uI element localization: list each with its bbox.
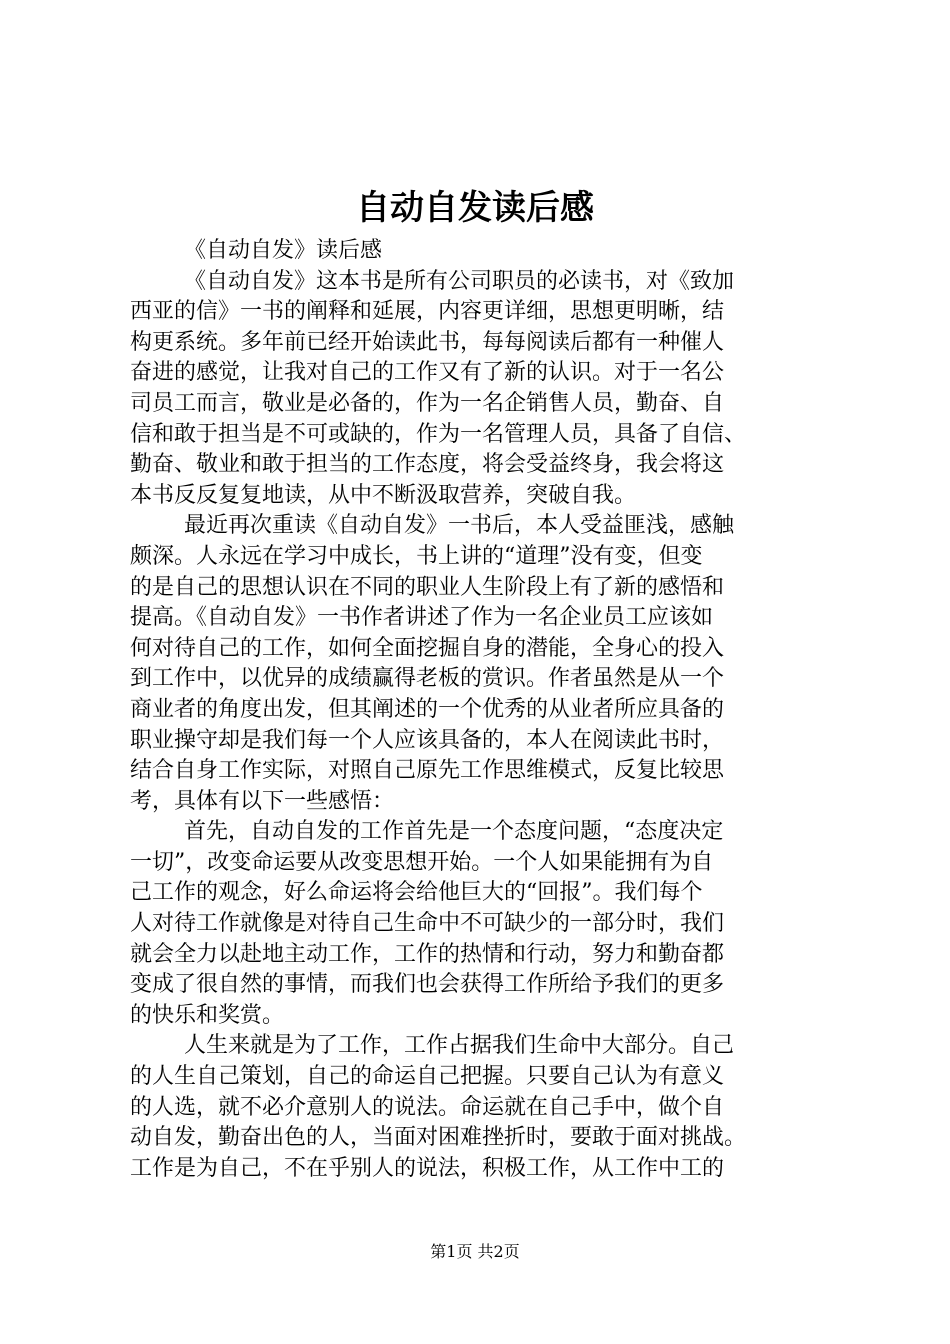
text-line: 考，具体有以下一些感悟：	[130, 788, 395, 814]
text-line: 司员工而言，敬业是必备的，作为一名企销售人员，勤奋、自	[130, 390, 725, 416]
text-line: 到工作中，以优异的成绩赢得老板的赏识。作者虽然是从一个	[130, 666, 725, 692]
text-line: 奋进的感觉，让我对自己的工作又有了新的认识。对于一名公	[130, 360, 725, 386]
text-line: 动自发，勤奋出色的人，当面对困难挫折时，要敢于面对挑战。	[130, 1125, 747, 1151]
text-line: 的人生自己策划，自己的命运自己把握。只要自己认为有意义	[130, 1064, 725, 1090]
text-line: 职业操守却是我们每一个人应该具备的，本人在阅读此书时，	[130, 727, 725, 753]
text-line: 提高。《自动自发》一书作者讲述了作为一名企业员工应该如	[130, 605, 714, 631]
document-body	[130, 236, 840, 1184]
text-line: 《自动自发》这本书是所有公司职员的必读书，对《致加	[184, 268, 735, 294]
text-line: 首先，自动自发的工作首先是一个态度问题，“态度决定	[184, 819, 724, 845]
text-line: 《自动自发》读后感	[184, 238, 383, 263]
text-line: 信和敢于担当是不可或缺的，作为一名管理人员，具备了自信、	[130, 421, 747, 447]
text-line: 最近再次重读《自动自发》一书后，本人受益匪浅，感触	[184, 513, 735, 539]
text-line: 颇深。人永远在学习中成长，书上讲的“道理”没有变，但变	[130, 543, 703, 569]
text-line: 己工作的观念，好么命运将会给他巨大的“回报”。我们每个	[130, 880, 703, 906]
text-line: 一切”，改变命运要从改变思想开始。一个人如果能拥有为自	[130, 849, 714, 875]
page-title: 自动自发读后感	[356, 188, 594, 228]
text-line: 本书反反复复地读，从中不断汲取营养，突破自我。	[130, 482, 637, 508]
text-line: 就会全力以赴地主动工作，工作的热情和行动，努力和勤奋都	[130, 941, 725, 967]
page-footer: 第1页 共2页	[430, 1242, 520, 1261]
text-line: 人对待工作就像是对待自己生命中不可缺少的一部分时，我们	[130, 911, 725, 937]
text-line: 的人选，就不必介意别人的说法。命运就在自己手中，做个自	[130, 1094, 725, 1120]
text-line: 的快乐和奖赏。	[130, 1002, 285, 1028]
text-line: 的是自己的思想认识在不同的职业人生阶段上有了新的感悟和	[130, 574, 725, 600]
text-line: 构更系统。多年前已经开始读此书，每每阅读后都有一种催人	[130, 329, 725, 355]
text-line: 人生来就是为了工作，工作占据我们生命中大部分。自己	[184, 1033, 735, 1059]
text-line: 西亚的信》一书的阐释和延展，内容更详细，思想更明晰，结	[130, 299, 725, 325]
text-line: 工作是为自己，不在乎别人的说法，积极工作，从工作中工的	[130, 1155, 725, 1181]
text-line: 结合自身工作实际，对照自己原先工作思维模式，反复比较思	[130, 758, 725, 784]
text-line: 变成了很自然的事情，而我们也会获得工作所给予我们的更多	[130, 972, 725, 998]
text-line: 商业者的角度出发，但其阐述的一个优秀的从业者所应具备的	[130, 696, 725, 722]
text-line: 何对待自己的工作，如何全面挖掘自身的潜能，全身心的投入	[130, 635, 725, 661]
text-line: 勤奋、敬业和敢于担当的工作态度，将会受益终身，我会将这	[130, 452, 725, 478]
